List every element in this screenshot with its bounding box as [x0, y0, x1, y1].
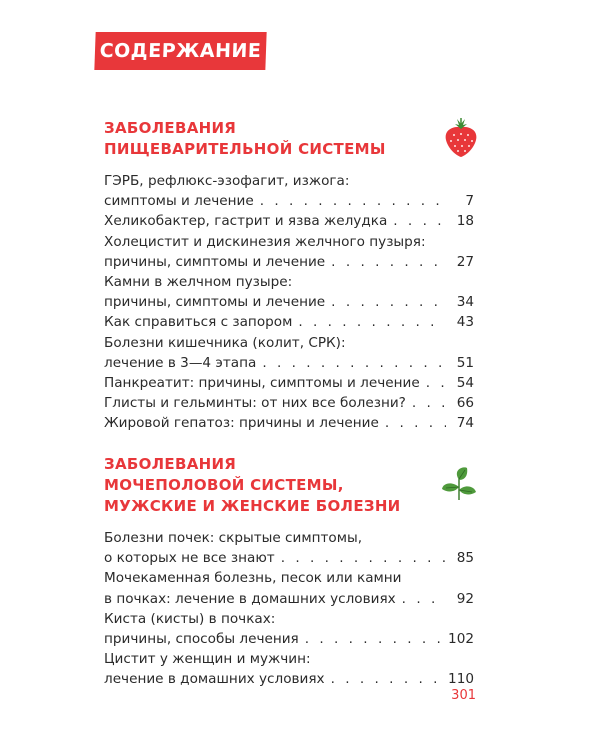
toc-entry-title: причины, симптомы и лечение [104, 253, 326, 270]
toc-entry-title: Киста (кисты) в почках: [104, 610, 276, 627]
toc-entry[interactable] [104, 333, 474, 373]
toc-entry[interactable] [104, 413, 474, 433]
leader-dots [262, 353, 446, 373]
leader-dots [426, 373, 446, 393]
section-title-line: МОЧЕПОЛОВОЙ СИСТЕМЫ, [104, 476, 344, 494]
toc-entry[interactable] [104, 528, 474, 568]
section-title-line: ПИЩЕВАРИТЕЛЬНОЙ СИСТЕМЫ [104, 140, 386, 158]
toc-entry[interactable] [104, 312, 474, 332]
toc-entry-title: ГЭРБ, рефлюкс-эзофагит, изжога: [104, 173, 350, 189]
toc-entry-title: причины, симптомы и лечение [104, 294, 326, 311]
leader-dots [393, 211, 446, 231]
toc-entry[interactable] [104, 373, 474, 393]
toc-entry[interactable] [104, 211, 474, 231]
leader-dots [260, 191, 446, 211]
leader-dots [412, 393, 446, 413]
toc-entry-page: 51 [456, 354, 474, 371]
contents-heading-text: СОДЕРЖАНИЕ [99, 40, 262, 62]
toc-entry-title: о которых не все знают [104, 550, 275, 567]
toc-entry-page: 85 [456, 550, 474, 567]
toc-entry-title: в почках: лечение в домашних условиях [104, 590, 396, 607]
toc-entry[interactable] [104, 649, 474, 689]
toc-entry-title: причины, способы лечения [104, 631, 299, 648]
toc-entry-title: Мочекаменная болезнь, песок или камни [104, 570, 402, 587]
green-leaf-icon [440, 465, 478, 501]
toc-entry-title: лечение в 3—4 этапа [104, 354, 257, 371]
section-title-line: ЗАБОЛЕВАНИЯ [104, 119, 237, 137]
leader-dots [281, 548, 446, 568]
leader-dots [385, 413, 446, 433]
toc-entry-title: лечение в домашних условиях [104, 671, 325, 688]
leader-dots [305, 629, 442, 649]
toc-entry[interactable] [104, 272, 474, 312]
toc-entry-title: симптомы и лечение [104, 193, 254, 210]
toc-entry-title: Панкреатит: причины, симптомы и лечение [104, 375, 420, 392]
toc-entry-page: 92 [456, 590, 474, 607]
toc-entry-page: 102 [448, 631, 474, 648]
toc-entry-title: Болезни почек: скрытые симптомы, [104, 530, 363, 546]
leader-dots [331, 252, 446, 272]
page-number: 301 [451, 688, 476, 703]
toc-list-digestive [104, 171, 474, 434]
toc-entry-page: 27 [456, 253, 474, 270]
toc-entry-page: 43 [456, 314, 474, 331]
toc-entry-page: 74 [456, 415, 474, 432]
toc-list-urogenital [104, 528, 474, 690]
section-title-line: ЗАБОЛЕВАНИЯ [104, 455, 237, 473]
toc-entry[interactable] [104, 393, 474, 413]
toc-entry[interactable] [104, 568, 474, 608]
toc-entry-title: Хеликобактер, гастрит и язва желудка [104, 213, 388, 230]
toc-entry-title: Как справиться с запором [104, 314, 293, 331]
section-title-line: МУЖСКИЕ И ЖЕНСКИЕ БОЛЕЗНИ [104, 497, 401, 515]
leader-dots [298, 312, 446, 332]
toc-entry-title: Жировой гепатоз: причины и лечение [104, 415, 379, 432]
toc-entry-page: 18 [456, 213, 474, 230]
toc-entry-title: Холецистит и дискинезия желчного пузыря: [104, 233, 426, 250]
toc-entry[interactable] [104, 232, 474, 272]
toc-entry-title: Глисты и гельминты: от них все болезни? [104, 395, 406, 412]
toc-entry-page: 66 [456, 395, 474, 412]
toc-entry-page: 54 [456, 375, 474, 392]
toc-entry-title: Камни в желчном пузыре: [104, 274, 293, 291]
toc-entry-title: Цистит у женщин и мужчин: [104, 651, 311, 668]
leader-dots [331, 669, 442, 689]
leader-dots [402, 589, 446, 609]
toc-entry-title: Болезни кишечника (колит, СРК): [104, 334, 346, 351]
section-title-urogenital [104, 454, 401, 517]
section-title-digestive [104, 118, 386, 160]
toc-entry[interactable] [104, 171, 474, 211]
strawberry-icon [442, 116, 480, 158]
toc-entry-page: 7 [465, 193, 474, 210]
toc-entry-page: 34 [456, 294, 474, 311]
contents-heading [94, 32, 266, 70]
toc-entry[interactable] [104, 609, 474, 649]
toc-entry-page: 110 [448, 671, 474, 688]
leader-dots [331, 292, 446, 312]
